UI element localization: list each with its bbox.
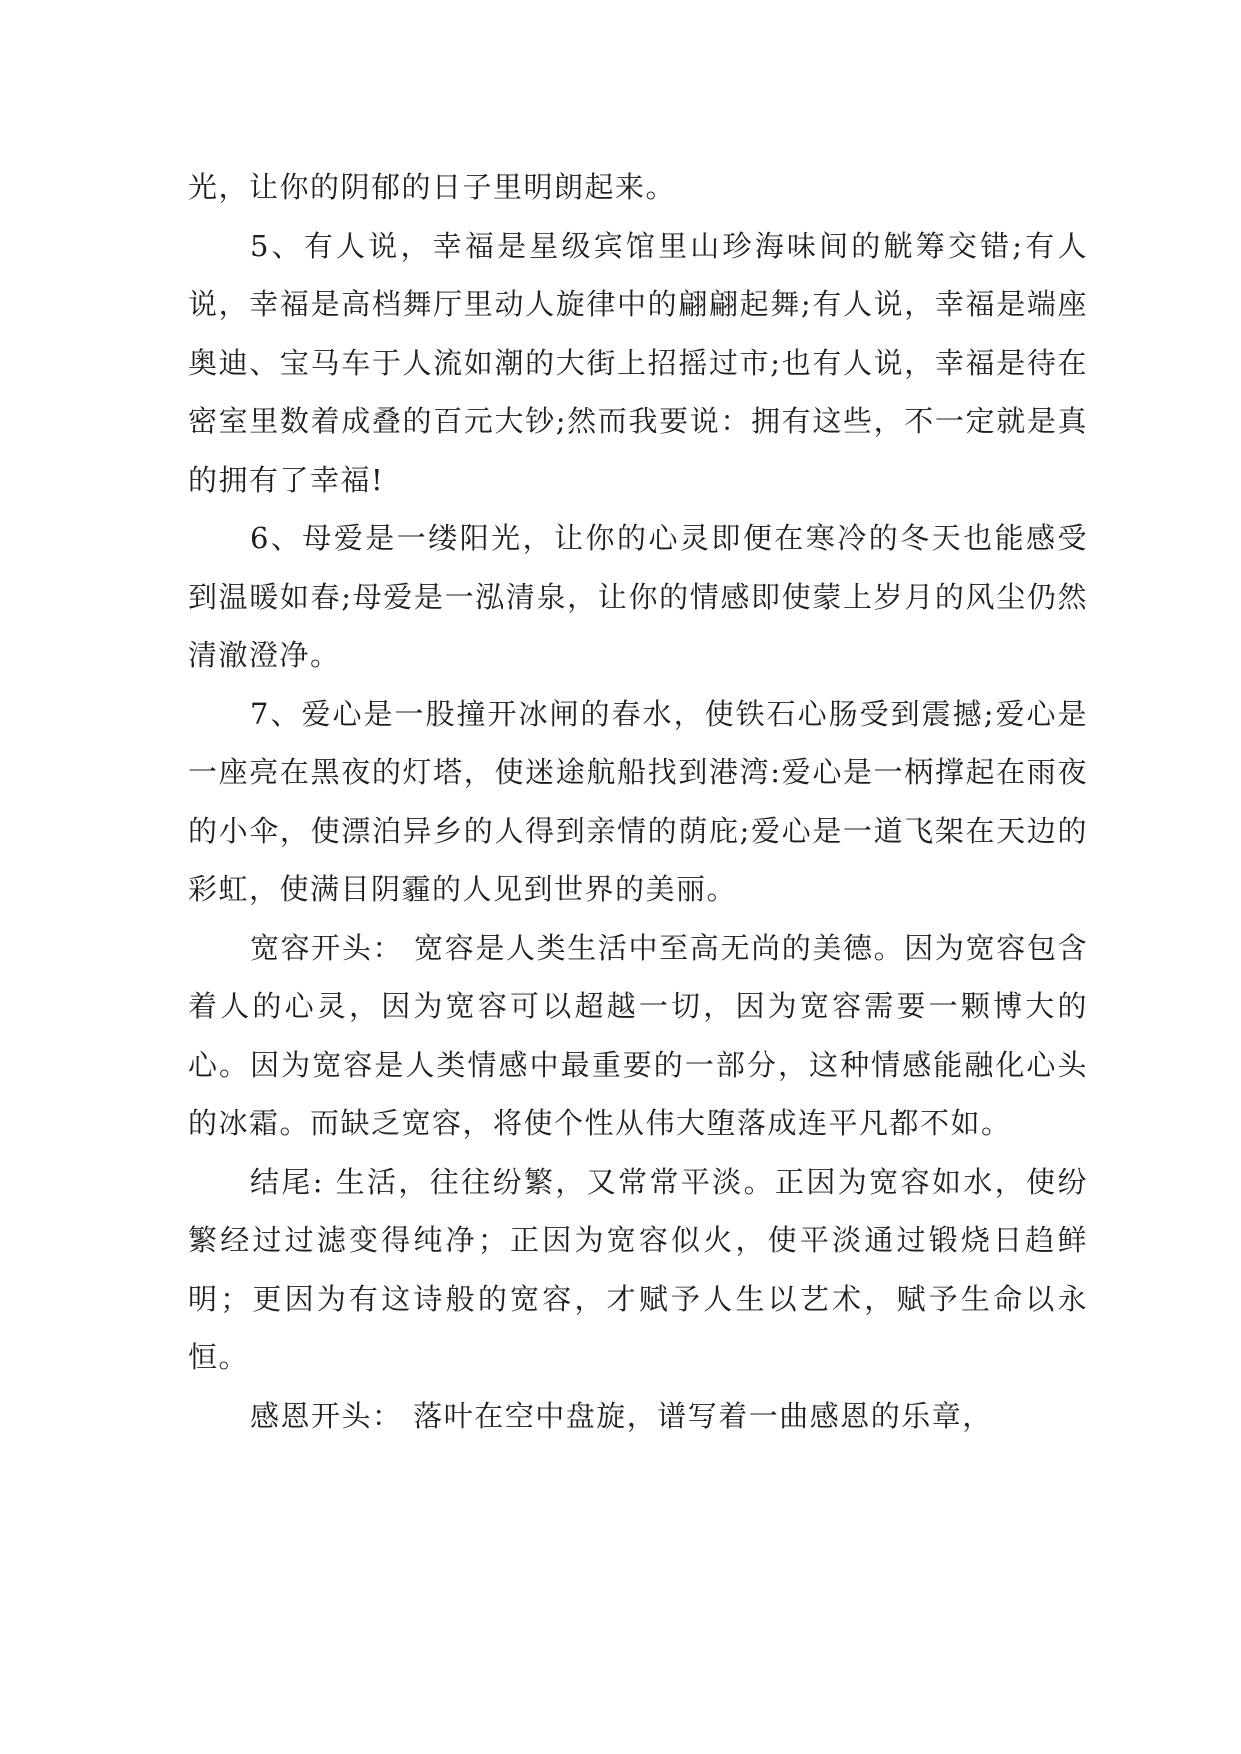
paragraph-tolerance-opening: 宽容开头： 宽容是人类生活中至高无尚的美德。因为宽容包含着人的心灵，因为宽容可以超越一切，因为宽容需要一颗博大的心。因为宽容是人类情感中最重要的一部分，这种情感能融化心头的冰霜。而缺乏宽容，将使个性从伟大堕落成连平凡都不如。 xyxy=(188,930,1088,1140)
paragraph-7-kindness: 7、爱心是一股撞开冰闸的春水，使铁石心肠受到震撼;爱心是一座亮在黑夜的灯塔，使迷途航船找到港湾:爱心是一柄撑起在雨夜的小伞，使漂泊异乡的人得到亲情的荫庇;爱心是一道飞架在天边的彩虹，使满目阴霾的人见到世界的美丽。 xyxy=(188,696,1088,906)
paragraph-gratitude-opening: 感恩开头： 落叶在空中盘旋，谱写着一曲感恩的乐章， xyxy=(250,1398,993,1433)
paragraph-continuation: 光，让你的阴郁的日子里明朗起来。 xyxy=(188,170,677,204)
paragraph-6-mother-love: 6、母爱是一缕阳光，让你的心灵即便在寒冷的冬天也能感受到温暖如春;母爱是一泓清泉，让你的情感即使蒙上岁月的风尘仍然清澈澄净。 xyxy=(188,521,1088,672)
paragraph-tolerance-ending: 结尾: 生活，往往纷繁，又常常平淡。正因为宽容如水，使纷繁经过过滤变得纯净；正因为宽容似火，使平淡通过锻烧日趋鲜明；更因为有这诗般的宽容，才赋予人生以艺术，赋予生命以永恒。 xyxy=(188,1164,1088,1374)
paragraph-5-happiness: 5、有人说，幸福是星级宾馆里山珍海味间的觥筹交错;有人说，幸福是高档舞厅里动人旋律中的翩翩起舞;有人说，幸福是端座奥迪、宝马车于人流如潮的大街上招摇过市;也有人说，幸福是待在密室里数着成叠的百元大钞;然而我要说：拥有这些，不一定就是真的拥有了幸福! xyxy=(188,228,1088,497)
document-body xyxy=(188,158,1088,1445)
